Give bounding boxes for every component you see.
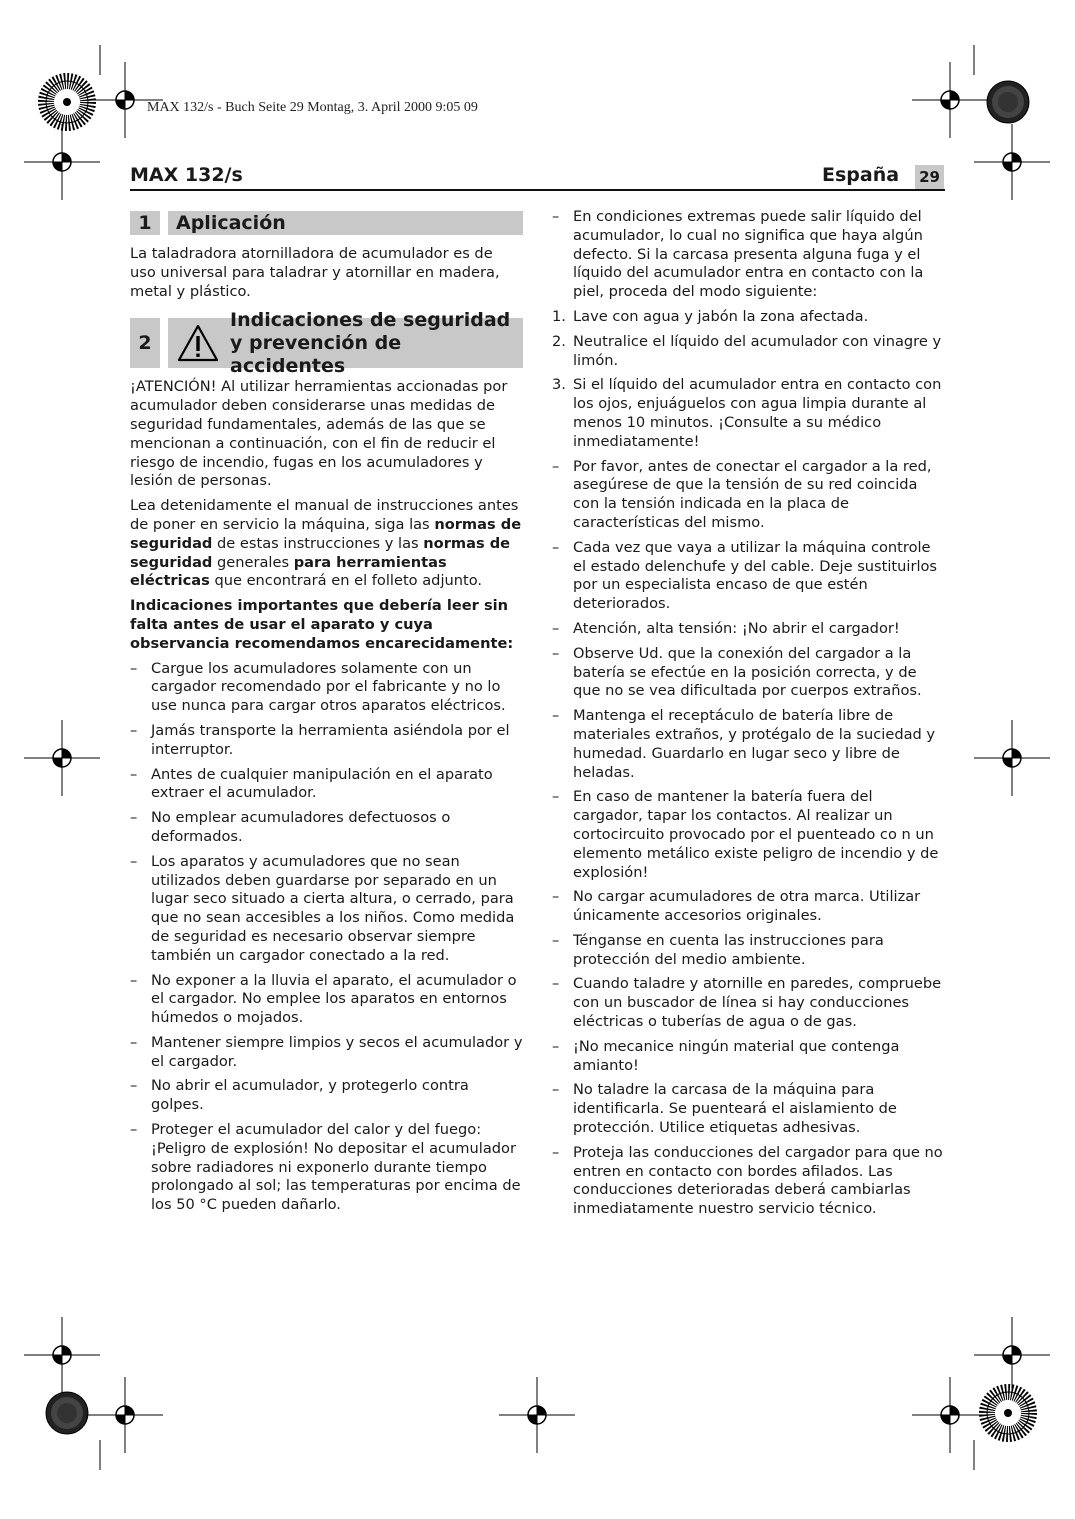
left-column — [130, 211, 523, 1221]
text-run: Lea detenidamente el manual de instrucciones antes de poner en servicio la máquina, siga las — [130, 497, 519, 533]
section-2-heading — [130, 308, 523, 377]
step-text: Lave con agua y jabón la zona afectada. — [573, 307, 869, 325]
section-1-heading — [130, 211, 523, 235]
right-column — [552, 208, 945, 1225]
list-item: – Mantener siempre limpios y secos el acumulador y el cargador. — [130, 1034, 523, 1072]
list-item: – Proteja las conducciones del cargador para que no entren en contacto con bordes afilados. Las conducciones deterioradas deberá cambiarlas inmediatamente nuestro servicio técnico. — [552, 1144, 945, 1219]
list-item: – ¡No mecanice ningún material que contenga amianto! — [552, 1038, 945, 1076]
text-run: generales — [212, 553, 294, 571]
section-title: Indicaciones de seguridad y prevención de accidentes — [230, 308, 511, 377]
text-run-bold: para herramientas eléctricas — [130, 553, 447, 590]
step-item — [552, 376, 945, 451]
list-item: – Cada vez que vaya a utilizar la máquina controle el estado delenchufe y del cable. Deje sustituirlos por un especialista encaso de que estén deteriorados. — [552, 539, 945, 614]
section-number: 2 — [130, 318, 160, 368]
step-text: Neutralice el líquido del acumulador con vinagre y limón. — [573, 332, 942, 369]
list-item: – Cargue los acumuladores solamente con un cargador recomendado por el fabricante y no lo use nunca para cargar otros aparatos eléctricos. — [130, 660, 523, 716]
list-item: – Proteger el acumulador del calor y del fuego: ¡Peligro de explosión! No depositar el acumulador sobre radiadores ni exponerlo durante tiempo prolongado al sol; las temperaturas por encima de los 50 °C pueden dañarlo. — [130, 1121, 523, 1215]
list-item: – Jamás transporte la herramienta asiéndola por el interruptor. — [130, 722, 523, 760]
list-item: – No abrir el acumulador, y protegerlo contra golpes. — [130, 1077, 523, 1115]
list-item: – En condiciones extremas puede salir líquido del acumulador, lo cual no significa que haya algún defecto. Si la carcasa presenta alguna fuga y el líquido del acumulador entra en contacto con la piel, proceda del modo siguiente: — [552, 208, 945, 302]
list-item: – En caso de mantener la batería fuera del cargador, tapar los contactos. Al realizar un cortocircuito provocado por el puenteado co n un elemento metálico existe peligro de incendio y de explosión! — [552, 788, 945, 882]
text-run: que encontrará en el folleto adjunto. — [209, 572, 483, 590]
list-item: – Antes de cualquier manipulación en el aparato extraer el acumulador. — [130, 766, 523, 804]
list-item: – No emplear acumuladores defectuosos o deformados. — [130, 809, 523, 847]
important-heading: Indicaciones importantes que debería leer sin falta antes de usar el aparato y cuya observancia recomendamos encarecidamente: — [130, 597, 514, 652]
list-item: – No exponer a la lluvia el aparato, el acumulador o el cargador. No emplee los aparatos en entornos húmedos o mojados. — [130, 972, 523, 1028]
running-head-title: MAX 132/s — [130, 164, 243, 186]
page-number: 29 — [915, 165, 944, 189]
step-item — [552, 308, 945, 327]
section-title-box — [168, 308, 523, 377]
section-title: Aplicación — [168, 211, 523, 235]
attention-paragraph: ¡ATENCIÓN! Al utilizar herramientas accionadas por acumulador deben considerarse unas medidas de seguridad fundamentales, además de las que se mencionan a continuación, con el fin de reducir el riesgo de incendio, fugas en los acumuladores y lesión de personas. — [130, 378, 508, 490]
step-item — [552, 333, 945, 371]
list-item: – No cargar acumuladores de otra marca. Utilizar únicamente accesorios originales. — [552, 888, 945, 926]
header-rule — [130, 189, 945, 191]
manual-paragraph — [130, 497, 523, 591]
list-item: – Mantenga el receptáculo de batería libre de materiales extraños, y protégalo de la suciedad y humedad. Guardarlo en lugar seco y libre de heladas. — [552, 707, 945, 782]
text-run-bold: normas de seguridad — [130, 534, 511, 571]
step-number: 1. — [552, 307, 566, 325]
left-safety-list — [130, 660, 523, 1216]
section-1-text: La taladradora atornilladora de acumulador es de uso universal para taladrar y atornillar en madera, metal y plástico. — [130, 245, 500, 300]
right-safety-list — [552, 458, 945, 1219]
step-number: 3. — [552, 376, 566, 394]
running-head-country: España — [822, 164, 900, 186]
list-item: – Los aparatos y acumuladores que no sean utilizados deben guardarse por separado en un lugar seco situado a cierta altura, o cerrado, para que no sean accesibles a los niños. Como medida de seguridad es necesario observar siempre también un cargador conectado a la red. — [130, 853, 523, 966]
list-item: – Observe Ud. que la conexión del cargador a la batería se efectúe en la posición correcta, y de que no se vea dificultada por cuerpos extraños. — [552, 645, 945, 701]
warning-triangle-icon — [176, 323, 220, 363]
text-run-bold: normas de seguridad — [130, 515, 522, 552]
section-number: 1 — [130, 211, 160, 235]
step-number: 2. — [552, 332, 566, 350]
list-item: – Por favor, antes de conectar el cargador a la red, asegúrese de que la tensión de su red coincida con la tensión indicada en la placa de características del mismo. — [552, 458, 945, 533]
numbered-steps — [552, 308, 945, 452]
print-slug-header: MAX 132/s - Buch Seite 29 Montag, 3. April 2000 9:05 09 — [147, 100, 478, 115]
list-item: – Atención, alta tensión: ¡No abrir el cargador! — [552, 620, 945, 639]
step-text: Si el líquido del acumulador entra en contacto con los ojos, enjuáguelos con agua limpia durante al menos 10 minutos. ¡Consulte a su médico inmediatamente! — [573, 376, 942, 450]
list-item: – Ténganse en cuenta las instrucciones para protección del medio ambiente. — [552, 932, 945, 970]
right-intro-list — [552, 208, 945, 302]
list-item: – No taladre la carcasa de la máquina para identificarla. Se puenteará el aislamiento de protección. Utilice etiquetas adhesivas. — [552, 1081, 945, 1137]
list-item: – Cuando taladre y atornille en paredes, compruebe con un buscador de línea si hay conducciones eléctricas o tuberías de agua o de gas. — [552, 975, 945, 1031]
text-run: de estas instrucciones y las — [212, 534, 424, 552]
